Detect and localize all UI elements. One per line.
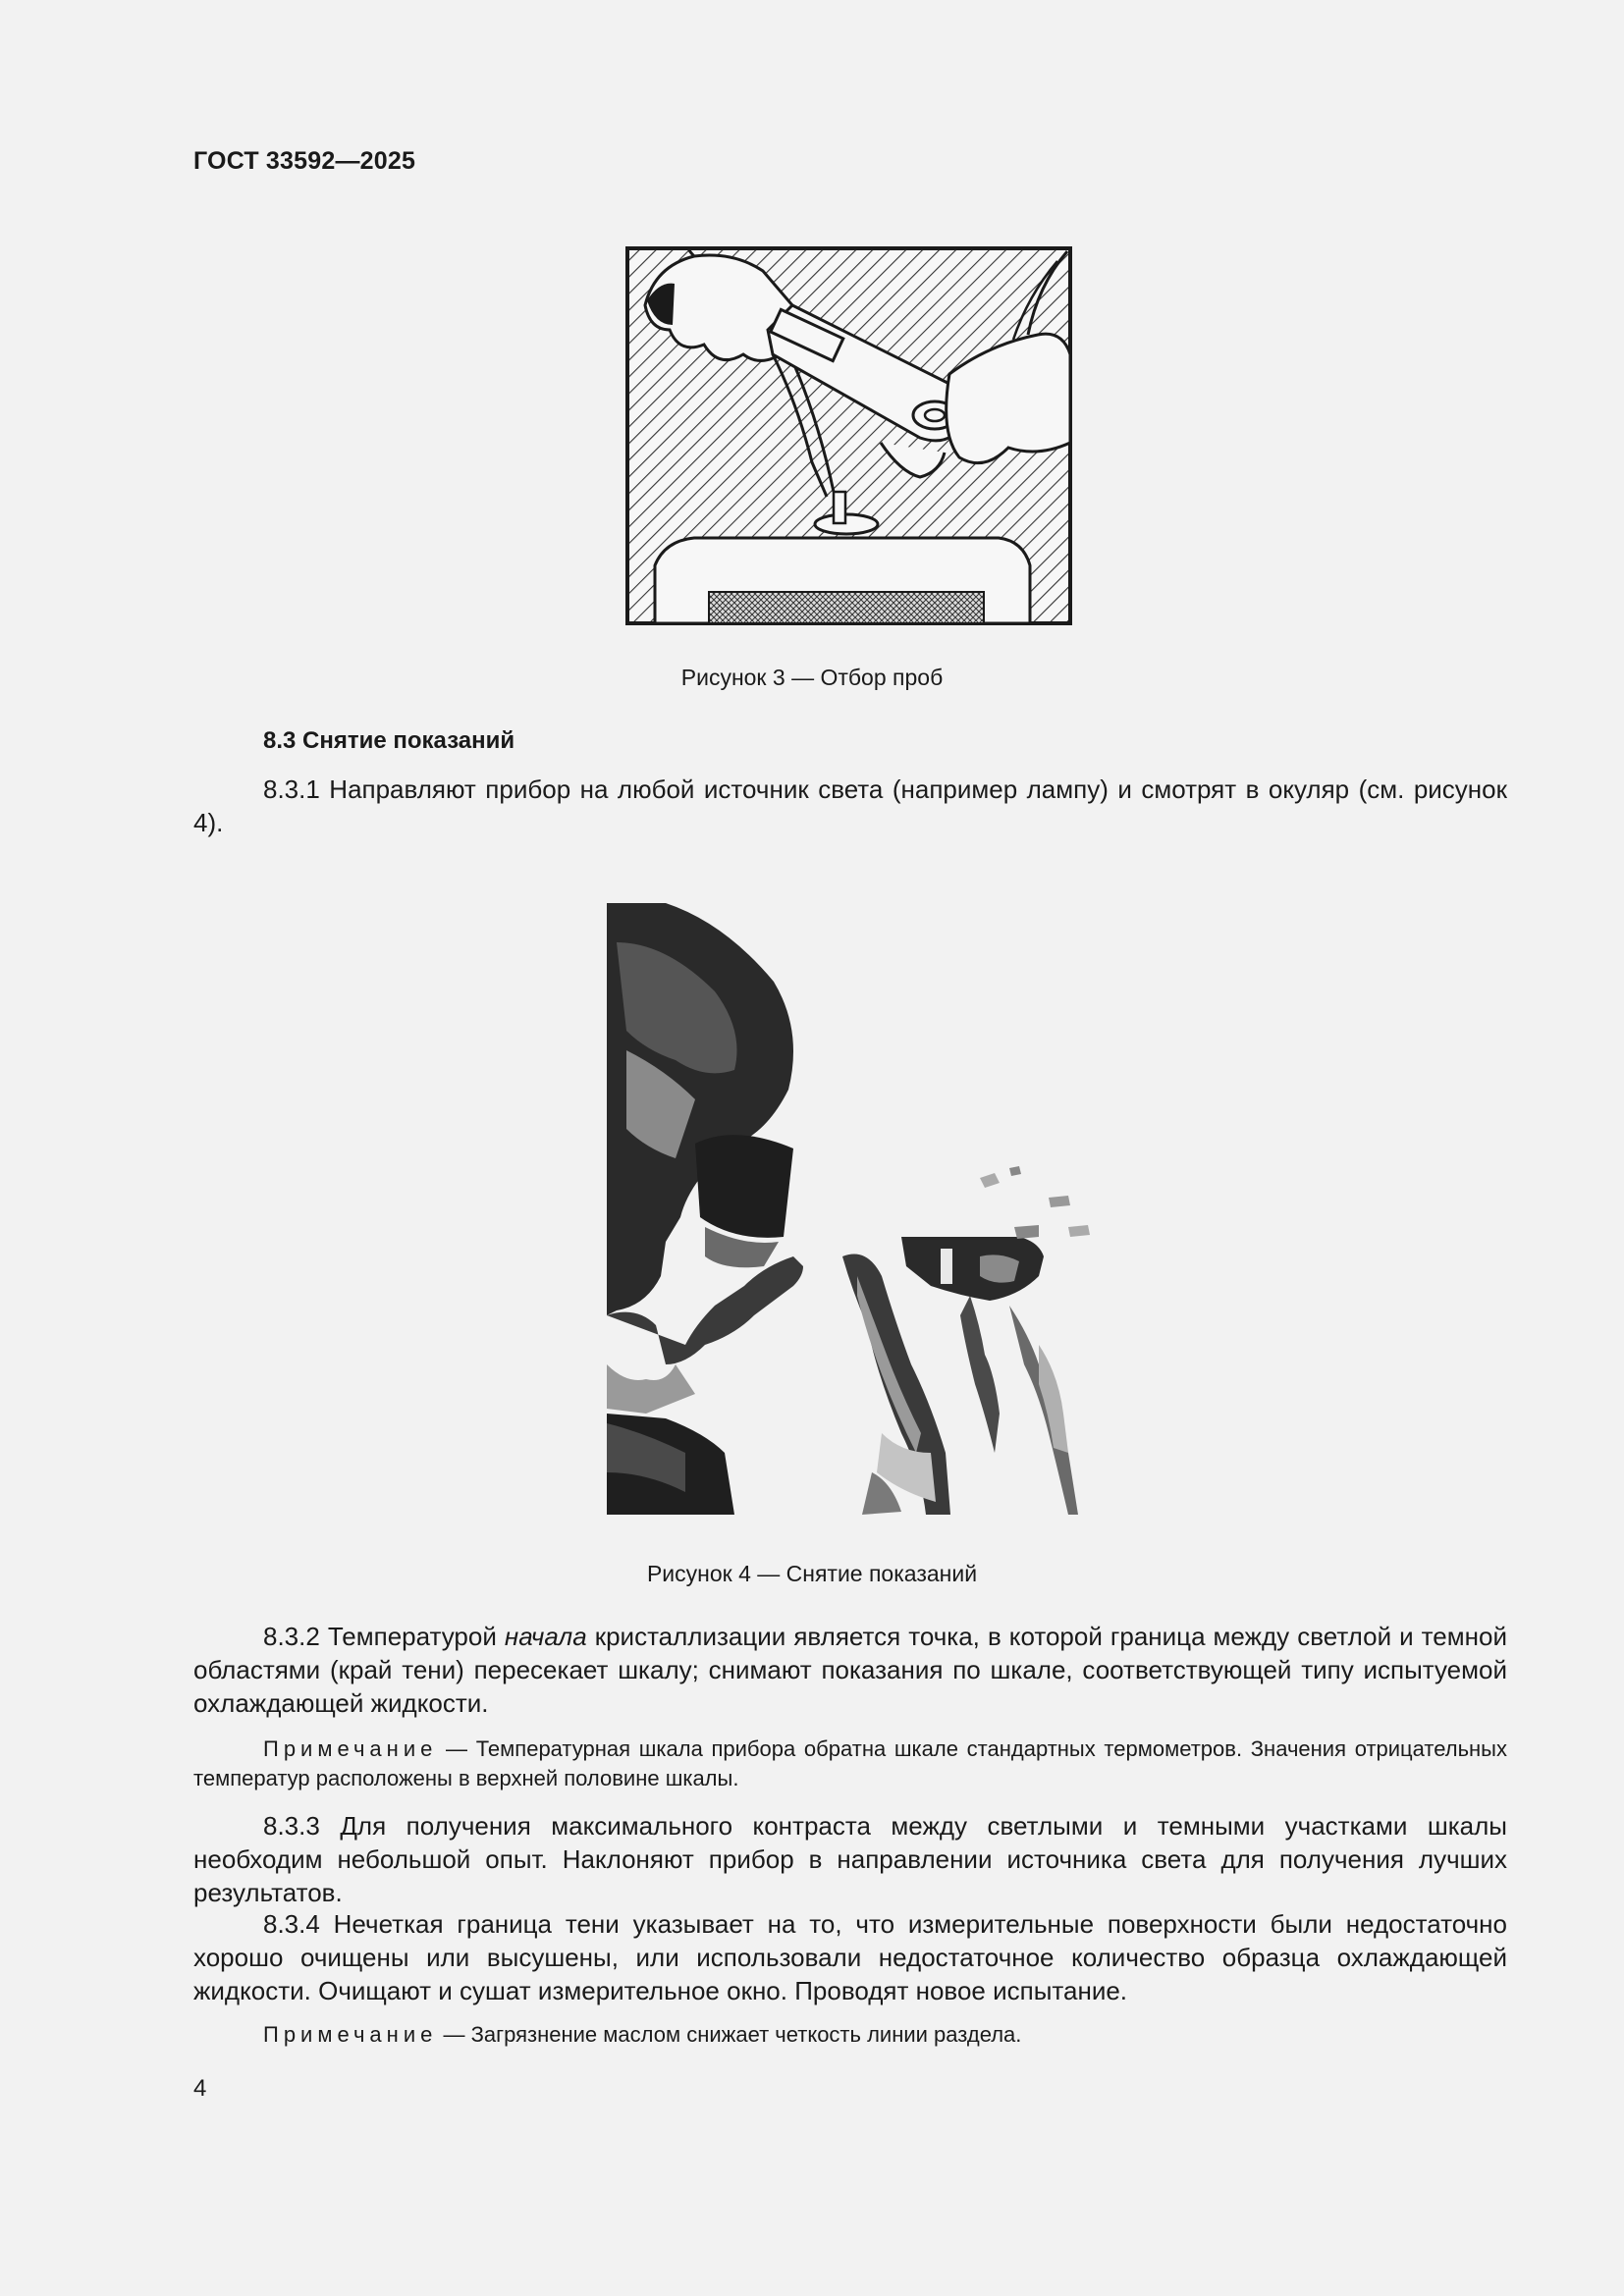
page-number: 4 — [193, 2075, 207, 2102]
paragraph-8-3-1: 8.3.1 Направляют прибор на любой источник света (например лампу) и смотрят в окуляр (см. рисунок 4). — [193, 774, 1507, 837]
note-1-text: — Температурная шкала прибора обратна шкале стандартных термометров. Значения отрицательных температур расположены в верхней половине шкалы. — [193, 1736, 1507, 1790]
paragraph-8-3-2-start: 8.3.2 Температурой — [263, 1622, 505, 1651]
note-2-text: — Загрязнение маслом снижает четкость линии раздела. — [437, 2022, 1022, 2047]
note-2-label: Примечание — [263, 2022, 438, 2047]
section-heading: 8.3 Снятие показаний — [263, 727, 515, 754]
note-2 — [193, 2020, 1507, 2050]
paragraph-8-3-2 — [193, 1620, 1507, 1720]
paragraph-8-3-4: 8.3.4 Нечеткая граница тени указывает на то, что измерительные поверхности были недостаточно хорошо очищены или высушены, или использовали недостаточное количество образца охлаждающей жидкости. Очищают и сушат измерительное окно. Проводят новое испытание. — [193, 1909, 1507, 2005]
paragraph-8-3-2-emphasis: начала — [504, 1622, 587, 1651]
figure-3-sampling-illustration — [625, 246, 1072, 625]
document-header: ГОСТ 33592—2025 — [193, 147, 416, 175]
note-1-label: Примечание — [263, 1736, 438, 1761]
figure-4-reading-photo — [607, 903, 1098, 1515]
paragraph-8-3-3: 8.3.3 Для получения максимального контраста между светлыми и темными участками шкалы необходим небольшой опыт. Наклоняют прибор в направлении источника света для получения лучших результатов. — [193, 1811, 1507, 1907]
paragraph-8-3-2-end: кристаллизации является точка, в которой граница между светлой и темной областями (край тени) пересекает шкалу; снимают показания по шкале, соответствующей типу испытуемой охлаждающей жидкости. — [193, 1622, 1507, 1718]
figure-4-caption: Рисунок 4 — Снятие показаний — [646, 1561, 978, 1586]
note-1 — [193, 1735, 1507, 1793]
figure-3-caption: Рисунок 3 — Отбор проб — [680, 665, 944, 690]
